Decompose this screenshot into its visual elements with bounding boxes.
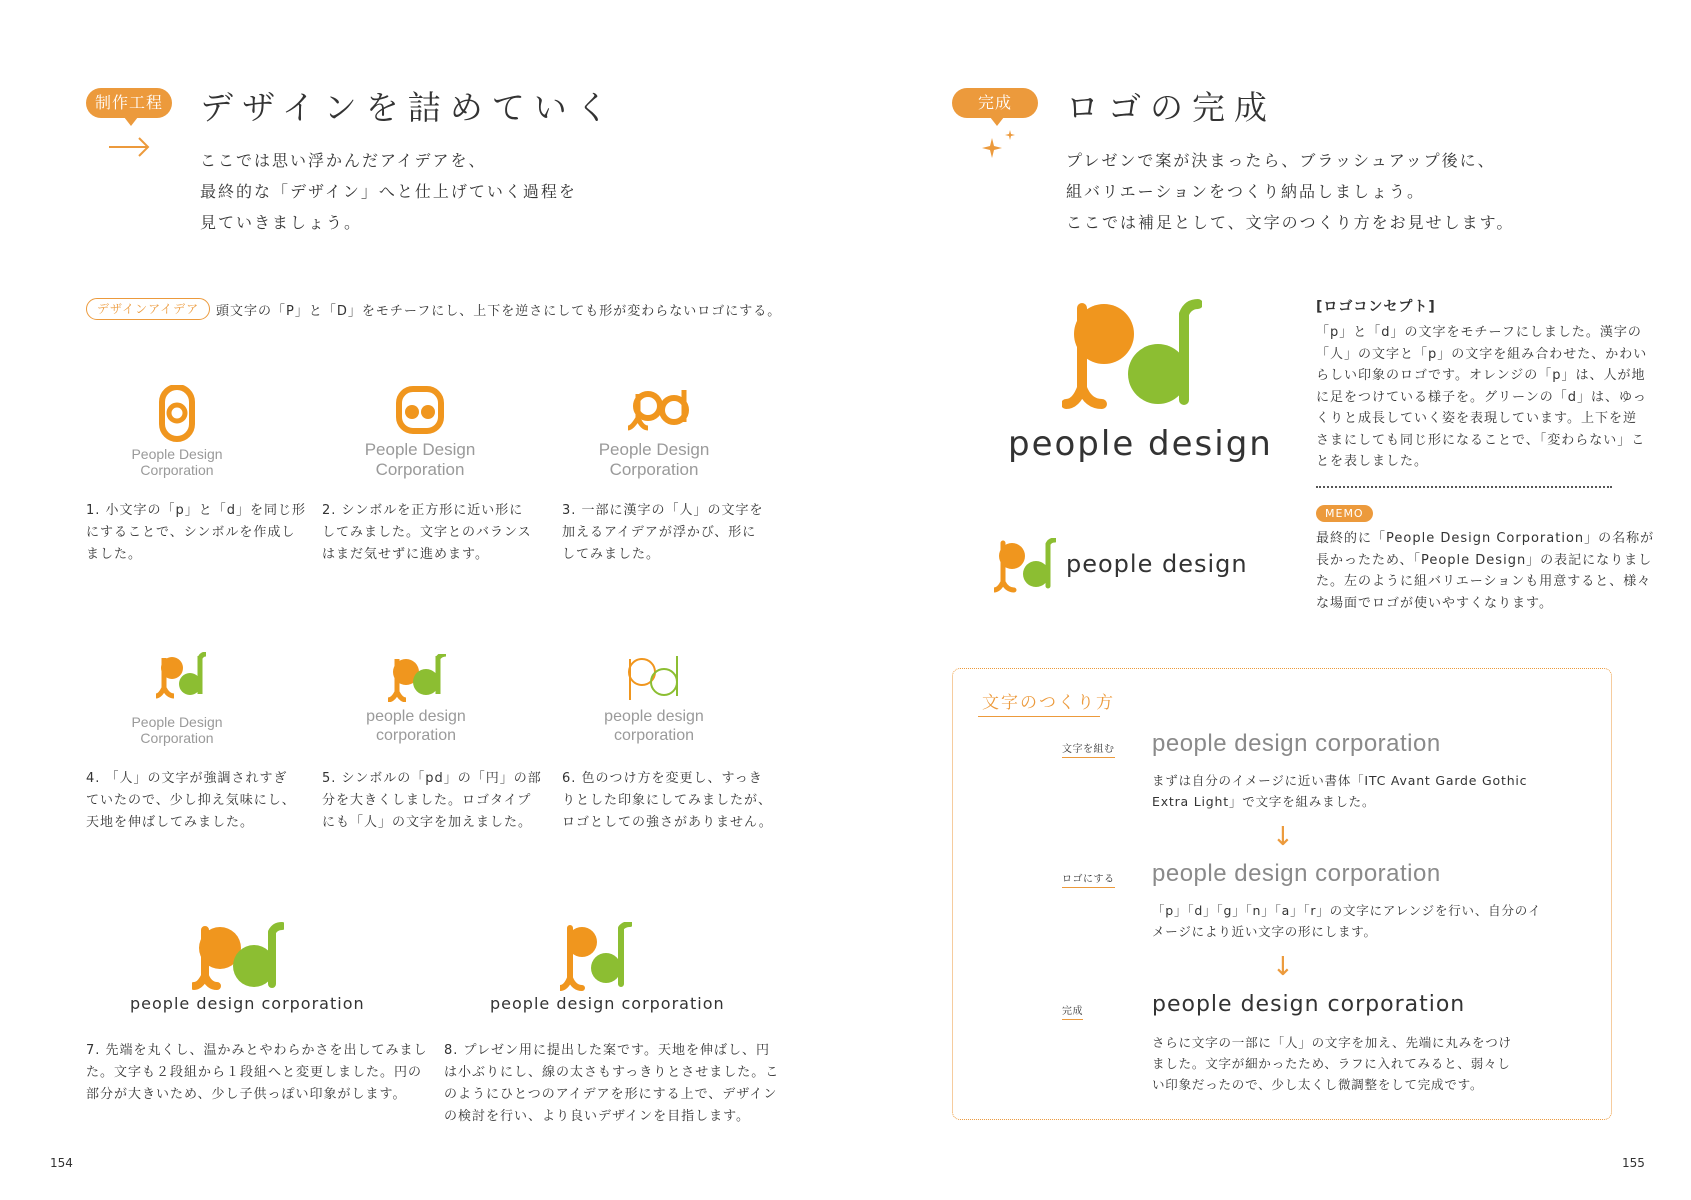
memo-text: 最終的に「People Design Corporation」の名称が 長かったため、「People Design」の表記になりまし た。左のように組バリエーションも用意すると、様々 な場面でロゴが使いやすくなります。 [1316, 531, 1655, 611]
item5-word2: corporation [375, 727, 457, 744]
item4-word1: People Design [131, 714, 223, 730]
item2-word1: People Design [364, 440, 476, 459]
concept-title: [ロゴコンセプト] [1316, 299, 1436, 315]
item2-word2: Corporation [375, 460, 465, 479]
item5-word1: people design [366, 708, 466, 725]
right-page-number: 155 [1622, 1156, 1645, 1170]
process-tag: 制作工程 [86, 88, 172, 118]
logo-sketch-7 [192, 922, 284, 992]
item3-caption: 3. 一部に漢字の「人」の文字を 加えるアイデアが浮かび、形に してみました。 [562, 503, 764, 562]
item4-word2: Corporation [140, 730, 214, 746]
step3-word: people design corporation [1152, 992, 1466, 1017]
step3-text: さらに文字の一部に「人」の文字を加え、先端に丸みをつけ ました。文字が細かったため、ラフに入れてみると、弱々し い印象だったので、少し太くし微調整をして完成です。 [1152, 1035, 1512, 1092]
step1-text: まずは自分のイメージに近い書体「ITC Avant Garde Gothic Extra Light」で文字を組みました。 [1152, 773, 1528, 809]
item7-wordmark: people design corporation [130, 994, 365, 1013]
horizontal-logo-wordmark: people design [1066, 550, 1248, 578]
logo-sketch-3 [628, 386, 694, 432]
left-intro: ここでは思い浮かんだアイデアを、 最終的な「デザイン」へと仕上げていく過程を 見ていきましょう。 [200, 151, 577, 232]
concept-text: 「p」と「d」の文字をモチーフにしました。漢字の 「人」の文字と「p」の文字を組み合わせた、かわい らしい印象のロゴです。オレンジの「p」は、人が地 に足をつけている様子を。グリーンの「d」は、ゆっ くりと成長していく姿を表現しています。上下を逆 さまにしても同じ形になることで、「変わらない」こ とを表しました。 [1316, 325, 1648, 469]
item3-word2: Corporation [609, 460, 699, 479]
logo-sketch-2 [396, 386, 444, 434]
main-logo-symbol [1062, 296, 1202, 416]
logo-sketch-6 [626, 654, 682, 702]
right-arrow-icon [108, 136, 150, 158]
design-idea-tag: デザインアイデア [86, 298, 210, 320]
main-logo-wordmark: people design [1008, 424, 1273, 464]
logo-sketch-5 [388, 654, 446, 702]
step2-label: ロゴにする [1062, 870, 1115, 888]
item2-caption: 2. シンボルを正方形に近い形に してみました。文字とのバランス はまだ気せずに進めます。 [322, 503, 532, 562]
item8-caption: 8. プレゼン用に提出した案です。天地を伸ばし、円 は小ぶりにし、線の太さもすっきりとさせました。こ のようにひとつのアイデアを形にする上で、デザイン の検討を行い、より良いデザインを目指します。 [444, 1043, 780, 1124]
lettering-box-title: 文字のつくり方 [982, 693, 1115, 713]
logo-sketch-8 [560, 922, 632, 992]
item1-word2: Corporation [140, 462, 214, 478]
memo-tag: MEMO [1316, 505, 1373, 522]
item8-wordmark: people design corporation [490, 994, 725, 1013]
down-arrow-icon: ↓ [1272, 952, 1294, 982]
item7-caption: 7. 先端を丸くし、温かみとやわらかさを出してみまし た。文字も２段組から１段組へと変更しました。円の 部分が大きいため、少し子供っぽい印象がします。 [86, 1043, 428, 1102]
right-intro: プレゼンで案が決まったら、ブラッシュアップ後に、 組バリエーションをつくり納品しましょう。 ここでは補足として、文字のつくり方をお見せします。 [1066, 151, 1515, 232]
item6-word1: people design [604, 708, 704, 725]
step1-word: people design corporation [1152, 730, 1441, 757]
item3-word1: People Design [598, 440, 710, 459]
item5-caption: 5. シンボルの「pd」の「円」の部 分を大きくしました。ロゴタイプ にも「人」の文字を加えました。 [322, 771, 542, 830]
logo-sketch-4 [156, 652, 206, 702]
left-page-number: 154 [50, 1156, 73, 1170]
design-idea-text: 頭文字の「P」と「D」をモチーフにし、上下を逆さにしても形が変わらないロゴにする。 [216, 304, 782, 319]
step1-label: 文字を組む [1062, 740, 1115, 758]
step2-text: 「p」「d」「g」「n」「a」「r」の文字にアレンジを行い、自分のイ メージにより近い文字の形にします。 [1152, 903, 1542, 939]
item6-caption: 6. 色のつけ方を変更し、すっき りとした印象にしてみましたが、 ロゴとしての強さがありません。 [562, 771, 773, 830]
horizontal-logo-symbol [994, 538, 1056, 594]
concept-divider [1316, 486, 1612, 488]
item1-caption: 1. 小文字の「p」と「d」を同じ形 にすることで、シンボルを作成し ました。 [86, 503, 307, 562]
down-arrow-icon: ↓ [1272, 822, 1294, 852]
step2-word: people design corporation [1152, 860, 1441, 887]
sparkle-icon [980, 128, 1020, 160]
lettering-box-underline [978, 716, 1100, 717]
step3-label: 完成 [1062, 1002, 1083, 1020]
left-heading: デザインを詰めていく [200, 88, 618, 127]
logo-sketch-1 [158, 385, 198, 443]
item6-word2: corporation [613, 727, 695, 744]
item1-word1: People Design [131, 446, 223, 462]
complete-tag: 完成 [952, 88, 1038, 118]
right-heading: ロゴの完成 [1066, 88, 1276, 127]
item4-caption: 4. 「人」の文字が強調されすぎ ていたので、少し抑え気味にし、 天地を伸ばしてみました。 [86, 771, 296, 830]
